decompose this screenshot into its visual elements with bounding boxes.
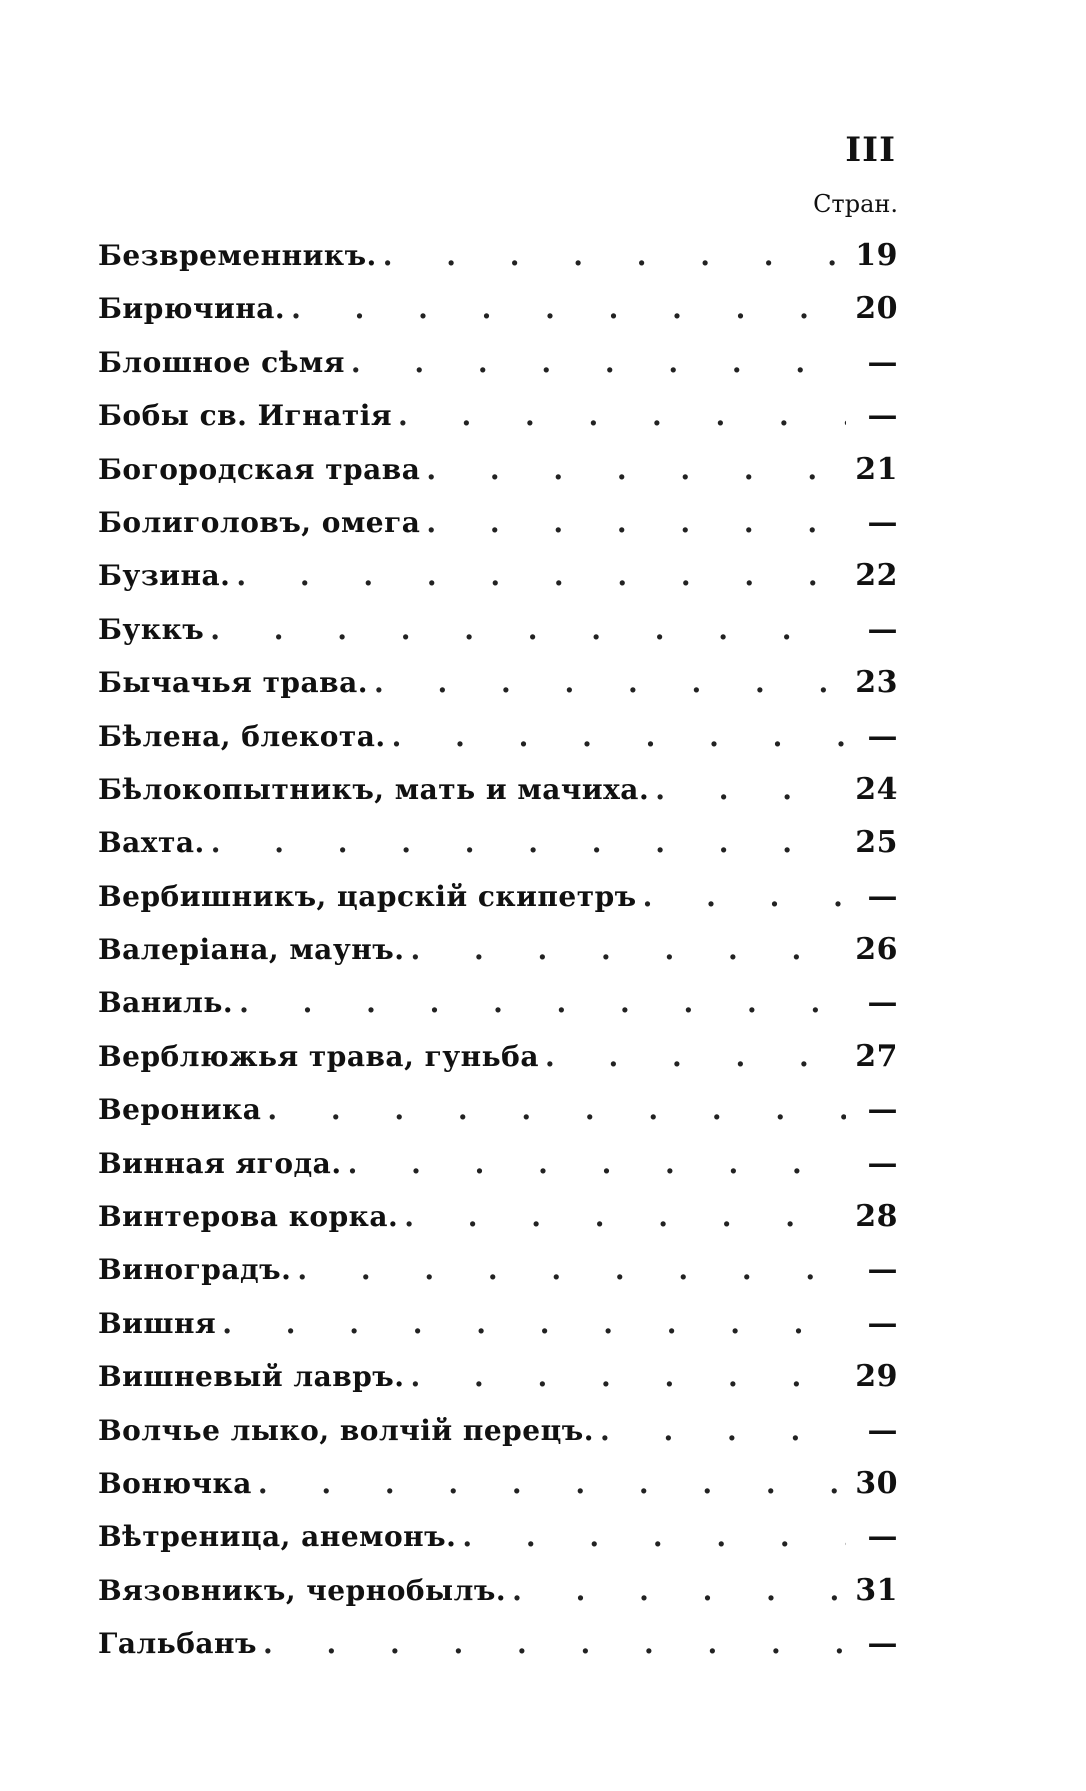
toc-entry-title: Бирючина.: [98, 292, 286, 326]
toc-entry-page: —: [867, 1519, 898, 1555]
toc-entry-title: Бузина.: [98, 559, 231, 593]
toc-entry-page: 24: [855, 771, 898, 807]
toc-entry-title: Бобы св. Игнатія: [98, 399, 393, 433]
dot-leader: [374, 666, 846, 699]
toc-entry: [98, 1146, 898, 1199]
toc-entry-page: 21: [855, 451, 898, 487]
toc-entry-page: —: [867, 878, 898, 914]
toc-entry-page: —: [867, 718, 898, 754]
toc-entry: [98, 238, 898, 291]
dot-leader: [392, 720, 846, 753]
dot-leader: [600, 1414, 846, 1447]
dot-leader: [655, 773, 846, 806]
toc-entry: [98, 1306, 898, 1359]
toc-entry-page: —: [867, 1092, 898, 1128]
toc-entry: [98, 825, 898, 878]
dot-leader: [398, 399, 846, 432]
dot-leader: [210, 613, 846, 646]
toc-entry-title: Вероника: [98, 1093, 262, 1127]
toc-entry: [98, 398, 898, 451]
toc-entry: [98, 1573, 898, 1626]
toc-entry-title: Буккъ: [98, 612, 205, 646]
page-number: III: [845, 130, 896, 170]
dot-leader: [426, 506, 846, 539]
toc-entry-title: Вахта.: [98, 826, 205, 860]
toc-entry-page: 26: [855, 932, 898, 968]
dot-leader: [211, 826, 846, 859]
toc-entry-title: Бѣлена, блекота.: [98, 719, 386, 753]
dot-leader: [263, 1627, 846, 1660]
toc-entry-title: Верблюжья трава, гуньба: [98, 1039, 539, 1073]
toc-entry-page: 28: [855, 1199, 898, 1235]
toc-entry: [98, 1413, 898, 1466]
toc-entry-title: Вишня: [98, 1306, 217, 1340]
toc-entry: [98, 719, 898, 772]
table-of-contents: [98, 238, 898, 1680]
toc-entry-title: Виноградъ.: [98, 1253, 292, 1287]
toc-entry-title: Винная ягода.: [98, 1146, 342, 1180]
toc-entry-page: —: [867, 504, 898, 540]
toc-entry-title: Блошное сѣмя: [98, 345, 345, 379]
toc-entry-title: Вѣтреница, анемонъ.: [98, 1520, 457, 1554]
dot-leader: [258, 1467, 846, 1500]
toc-entry-page: 29: [855, 1359, 898, 1395]
toc-entry-title: Вонючка: [98, 1466, 252, 1500]
toc-entry-title: Болиголовъ, омега: [98, 505, 421, 539]
toc-entry-page: 22: [855, 558, 898, 594]
toc-entry-title: Богородская трава: [98, 452, 421, 486]
toc-entry-page: 20: [855, 291, 898, 327]
toc-entry: [98, 1092, 898, 1145]
dot-leader: [291, 292, 846, 325]
toc-entry: [98, 665, 898, 718]
toc-entry-title: Гальбанъ: [98, 1627, 258, 1661]
toc-entry: [98, 879, 898, 932]
toc-entry-title: Вязовникъ, чернобылъ.: [98, 1573, 507, 1607]
dot-leader: [222, 1307, 846, 1340]
toc-entry-page: —: [867, 344, 898, 380]
dot-leader: [643, 880, 846, 913]
dot-leader: [239, 986, 846, 1019]
dot-leader: [348, 1147, 846, 1180]
toc-entry-page: 25: [855, 825, 898, 861]
dot-leader: [236, 559, 846, 592]
toc-entry-title: Винтерова корка.: [98, 1200, 399, 1234]
dot-leader: [512, 1574, 846, 1607]
dot-leader: [297, 1253, 846, 1286]
toc-entry-page: —: [867, 1412, 898, 1448]
toc-entry: [98, 932, 898, 985]
toc-entry: [98, 1199, 898, 1252]
dot-leader: [267, 1093, 846, 1126]
toc-entry: [98, 1252, 898, 1305]
toc-entry: [98, 505, 898, 558]
dot-leader: [404, 1200, 846, 1233]
toc-entry-page: —: [867, 398, 898, 434]
toc-entry: [98, 1626, 898, 1679]
toc-entry: [98, 772, 898, 825]
toc-entry: [98, 345, 898, 398]
toc-entry-page: —: [867, 1252, 898, 1288]
toc-entry-page: 31: [855, 1572, 898, 1608]
dot-leader: [383, 239, 846, 272]
toc-entry-page: —: [867, 1305, 898, 1341]
dot-leader: [411, 1360, 846, 1393]
dot-leader: [426, 453, 846, 486]
toc-entry-page: —: [867, 1145, 898, 1181]
toc-entry: [98, 1466, 898, 1519]
toc-entry: [98, 1039, 898, 1092]
toc-entry-title: Волчье лыко, волчій перецъ.: [98, 1413, 594, 1447]
toc-entry-page: 30: [855, 1465, 898, 1501]
toc-entry-page: —: [867, 985, 898, 1021]
toc-entry-page: —: [867, 611, 898, 647]
toc-entry-title: Бѣлокопытникъ, мать и мачиха.: [98, 772, 650, 806]
dot-leader: [545, 1040, 846, 1073]
toc-entry-title: Вербишникъ, царскій скипетръ: [98, 879, 637, 913]
toc-entry: [98, 612, 898, 665]
toc-entry: [98, 985, 898, 1038]
toc-entry: [98, 558, 898, 611]
toc-entry-page: 23: [855, 665, 898, 701]
toc-entry-page: 19: [855, 238, 898, 273]
toc-entry-title: Ваниль.: [98, 986, 234, 1020]
toc-entry-title: Вишневый лавръ.: [98, 1360, 405, 1394]
toc-entry: [98, 1359, 898, 1412]
toc-entry-title: Бычачья трава.: [98, 666, 368, 700]
toc-entry-page: 27: [855, 1038, 898, 1074]
toc-entry-title: Безвременникъ.: [98, 239, 377, 272]
page-column-header: Стран.: [813, 190, 898, 218]
toc-entry-page: —: [867, 1626, 898, 1662]
toc-entry: [98, 291, 898, 344]
toc-entry: [98, 452, 898, 505]
toc-entry: [98, 1519, 898, 1572]
toc-entry-title: Валеріана, маунъ.: [98, 933, 405, 967]
dot-leader: [410, 933, 846, 966]
dot-leader: [351, 346, 846, 379]
dot-leader: [462, 1520, 846, 1553]
